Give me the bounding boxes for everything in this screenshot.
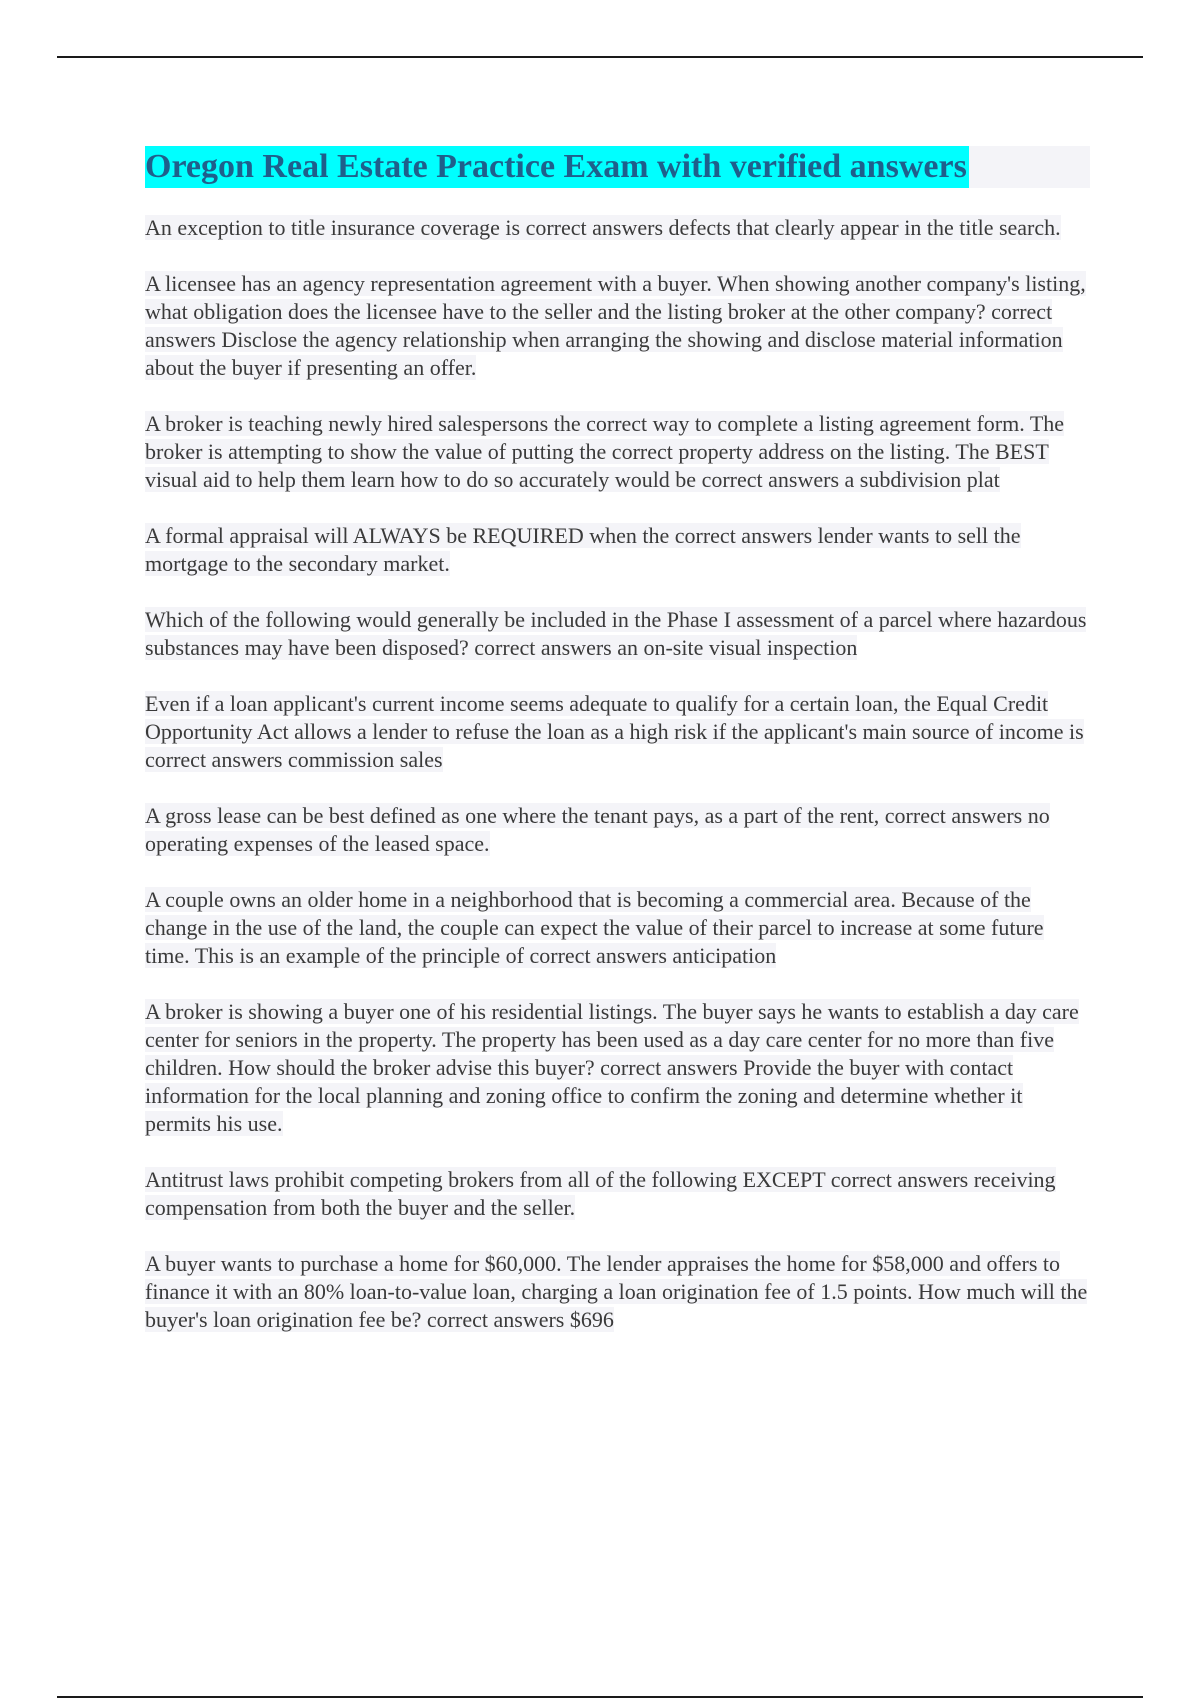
qa-item bbox=[145, 998, 1090, 1138]
document-body bbox=[145, 146, 1090, 1362]
qa-text: A formal appraisal will ALWAYS be REQUIRED when the correct answers lender wants to sell the mortgage to the secondary market. bbox=[145, 523, 1021, 576]
qa-text: A couple owns an older home in a neighborhood that is becoming a commercial area. Because of the change in the use of the land, the couple can expect the value of their parcel to increase at some future time. This is an example of the principle of correct answers anticipation bbox=[145, 887, 1044, 968]
qa-item bbox=[145, 1250, 1090, 1334]
qa-text: A gross lease can be best defined as one where the tenant pays, as a part of the rent, correct answers no operating expenses of the leased space. bbox=[145, 803, 1050, 856]
title-row bbox=[145, 146, 1090, 188]
qa-item bbox=[145, 522, 1090, 578]
qa-text: A broker is showing a buyer one of his residential listings. The buyer says he wants to establish a day care center for seniors in the property. The property has been used as a day care center for no more than five children. How should the broker advise this buyer? correct answers Provide the buyer with contact information for the local planning and zoning office to confirm the zoning and determine whether it permits his use. bbox=[145, 999, 1079, 1136]
qa-text: An exception to title insurance coverage is correct answers defects that clearly appear in the title search. bbox=[145, 215, 1061, 240]
top-rule bbox=[57, 56, 1143, 58]
bottom-rule bbox=[57, 1696, 1143, 1698]
qa-text: Antitrust laws prohibit competing brokers from all of the following EXCEPT correct answers receiving compensation from both the buyer and the seller. bbox=[145, 1167, 1056, 1220]
qa-text: A buyer wants to purchase a home for $60,000. The lender appraises the home for $58,000 and offers to finance it with an 80% loan-to-value loan, charging a loan origination fee of 1.5 points. How much will the buyer's loan origination fee be? correct answers $696 bbox=[145, 1251, 1088, 1332]
qa-text: Which of the following would generally be included in the Phase I assessment of a parcel where hazardous substances may have been disposed? correct answers an on-site visual inspection bbox=[145, 607, 1087, 660]
qa-item bbox=[145, 886, 1090, 970]
qa-item bbox=[145, 214, 1090, 242]
qa-item bbox=[145, 410, 1090, 494]
qa-text: Even if a loan applicant's current income seems adequate to qualify for a certain loan, the Equal Credit Opportunity Act allows a lender to refuse the loan as a high risk if the applicant's main source of income is correct answers commission sales bbox=[145, 691, 1084, 772]
qa-item bbox=[145, 606, 1090, 662]
qa-item bbox=[145, 690, 1090, 774]
qa-item bbox=[145, 270, 1090, 382]
qa-item bbox=[145, 1166, 1090, 1222]
document-title: Oregon Real Estate Practice Exam with verified answers bbox=[145, 146, 969, 188]
qa-text: A licensee has an agency representation agreement with a buyer. When showing another company's listing, what obligation does the licensee have to the seller and the listing broker at the other company? correct answers Disclose the agency relationship when arranging the showing and disclose material information about the buyer if presenting an offer. bbox=[145, 271, 1086, 380]
qa-item bbox=[145, 802, 1090, 858]
qa-text: A broker is teaching newly hired salespersons the correct way to complete a listing agreement form. The broker is attempting to show the value of putting the correct property address on the listing. The BEST visual aid to help them learn how to do so accurately would be correct answers a subdivision plat bbox=[145, 411, 1065, 492]
